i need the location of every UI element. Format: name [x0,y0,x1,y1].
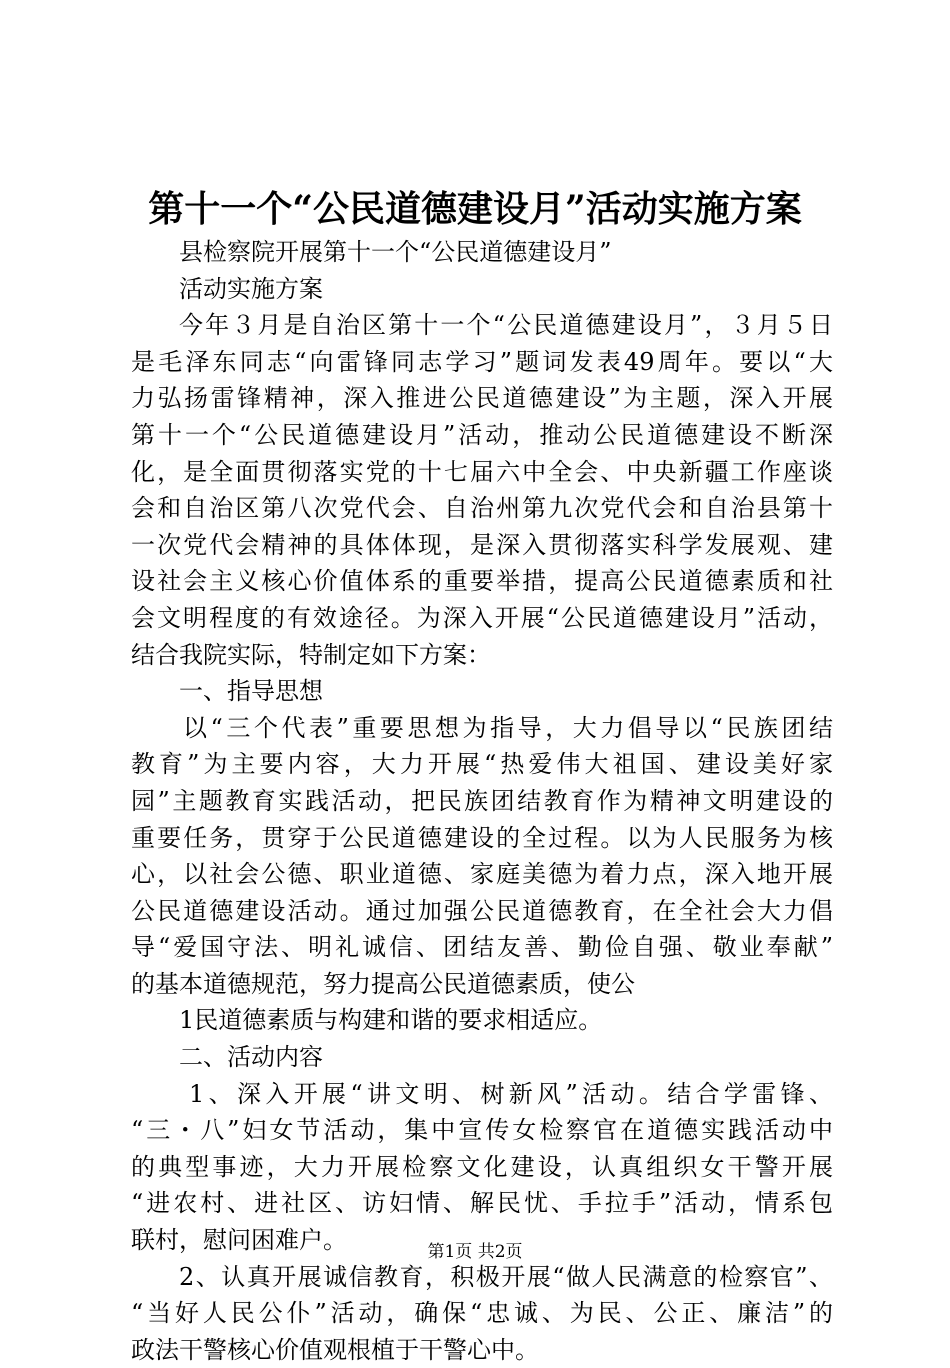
paragraph-line: 公民道德建设活动。通过加强公民道德教育，在全社会大力倡 [131,896,833,925]
paragraph-line: 政法干警核心价值观根植于干警心中。 [131,1335,539,1364]
paragraph-line: 园”主题教育实践活动，把民族团结教育作为精神文明建设的 [131,786,833,815]
document-title: 第十一个“公民道德建设月”活动实施方案 [148,188,802,230]
paragraph-line: 会文明程度的有效途径。为深入开展“公民道德建设月”活动， [131,603,833,632]
section-heading: 二、活动内容 [179,1043,323,1072]
subtitle-line-2: 活动实施方案 [179,274,323,303]
paragraph-line: 第十一个“公民道德建设月”活动，推动公民道德建设不断深 [131,420,833,449]
paragraph-line: “进农村、进社区、访妇情、解民忧、手拉手”活动，情系包 [131,1189,833,1218]
paragraph-line: 重要任务，贯穿于公民道德建设的全过程。以为人民服务为核 [131,823,833,852]
paragraph-line: 化，是全面贯彻落实党的十七届六中全会、中央新疆工作座谈 [131,457,833,486]
paragraph-line: 结合我院实际，特制定如下方案： [131,640,491,669]
paragraph-line: 一次党代会精神的具体体现，是深入贯彻落实科学发展观、建 [131,530,833,559]
paragraph-line: 力弘扬雷锋精神，深入推进公民道德建设”为主题，深入开展 [131,384,833,413]
paragraph-line: 导“爱国守法、明礼诚信、团结友善、勤俭自强、敬业奉献” [131,933,833,962]
page-footer: 第1页 共2页 [427,1242,523,1262]
paragraph-line: 是毛泽东同志“向雷锋同志学习”题词发表49周年。要以“大 [131,347,833,376]
paragraph-line: 1民道德素质与构建和谐的要求相适应。 [179,1006,603,1035]
paragraph-line: “三・八”妇女节活动，集中宣传女检察官在道德实践活动中 [131,1116,833,1145]
paragraph-line: 的基本道德规范，努力提高公民道德素质，使公 [131,969,635,998]
paragraph-line: 以“三个代表”重要思想为指导，大力倡导以“民族团结 [183,713,833,742]
subtitle-line-1: 县检察院开展第十一个“公民道德建设月” [179,238,612,266]
document-body [131,234,833,1368]
paragraph-line: 会和自治区第八次党代会、自治州第九次党代会和自治县第十 [131,494,833,523]
paragraph-line: 1、深入开展“讲文明、树新风”活动。结合学雷锋、 [189,1079,833,1108]
paragraph-line: 的典型事迹，大力开展检察文化建设，认真组织女干警开展 [131,1152,833,1181]
paragraph-line: 联村，慰问困难户。 [131,1226,347,1255]
paragraph-line: 教育”为主要内容，大力开展“热爱伟大祖国、建设美好家 [131,750,833,779]
paragraph-line: 心，以社会公德、职业道德、家庭美德为着力点，深入地开展 [131,860,833,889]
paragraph-line: 今年３月是自治区第十一个“公民道德建设月”，３月５日 [179,311,833,340]
paragraph-line: “当好人民公仆”活动，确保“忠诚、为民、公正、廉洁”的 [131,1299,833,1328]
paragraph-line: 2、认真开展诚信教育，积极开展“做人民满意的检察官”、 [179,1262,833,1291]
paragraph-line: 设社会主义核心价值体系的重要举措，提高公民道德素质和社 [131,567,833,596]
section-heading: 一、指导思想 [179,677,323,706]
